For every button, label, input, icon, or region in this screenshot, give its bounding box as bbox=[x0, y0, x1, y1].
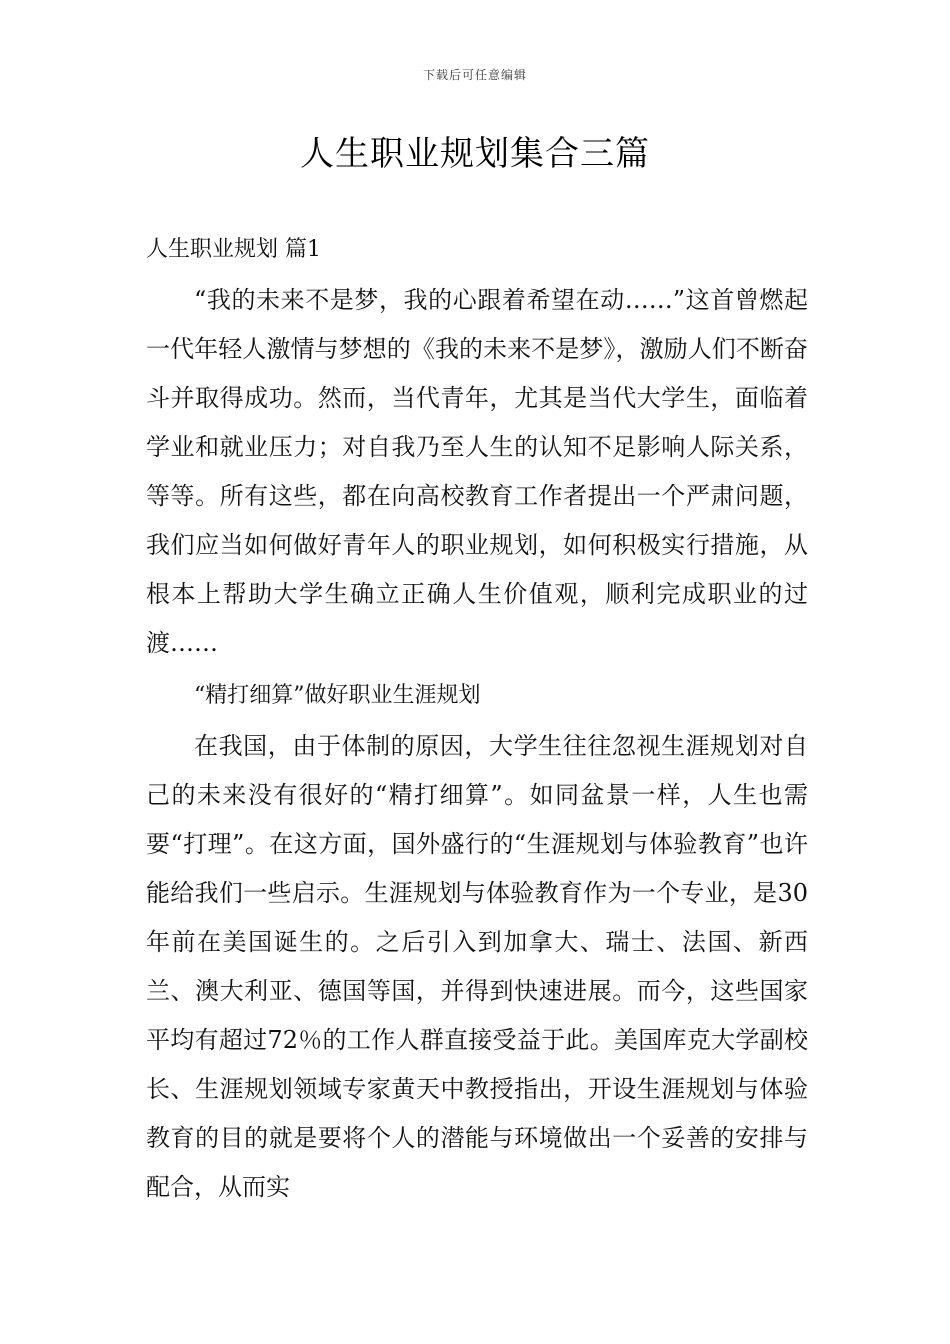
paragraph-body: 在我国，由于体制的原因，大学生往往忽视生涯规划对自己的未来没有很好的“精打细算”。如同盆景一样，人生也需要“打理”。在这方面，国外盛行的“生涯规划与体验教育”也许能给我们一些启示。生涯规划与体验教育作为一个专业，是30年前在美国诞生的。之后引入到加拿大、瑞士、法国、新西兰、澳大利亚、德国等国，并得到快速进展。而今，这些国家平均有超过72％的工作人群直接受益于此。美国库克大学副校长、生涯规划领域专家黄天中教授指出，开设生涯规划与体验教育的目的就是要将个人的潜能与环境做出一个妥善的安排与配合，从而实 bbox=[146, 732, 808, 1201]
section-heading: 人生职业规划 篇1 bbox=[146, 237, 321, 262]
header-note: 下载后可任意编辑 bbox=[422, 68, 527, 82]
document-title: 人生职业规划集合三篇 bbox=[300, 134, 650, 174]
paragraph-intro: “我的未来不是梦，我的心跟着希望在动……”这首曾燃起一代年轻人激情与梦想的《我的未来不是梦》，激励人们不断奋斗并取得成功。然而，当代青年，尤其是当代大学生，面临着学业和就业压力；对自我乃至人生的认知不足影响人际关系，等等。所有这些，都在向高校教育工作者提出一个严肃问题，我们应当如何做好青年人的职业规划，如何积极实行措施，从根本上帮助大学生确立正确人生价值观，顺利完成职业的过渡…… bbox=[146, 286, 808, 657]
paragraph-subheading: “精打细算”做好职业生涯规划 bbox=[194, 683, 481, 708]
